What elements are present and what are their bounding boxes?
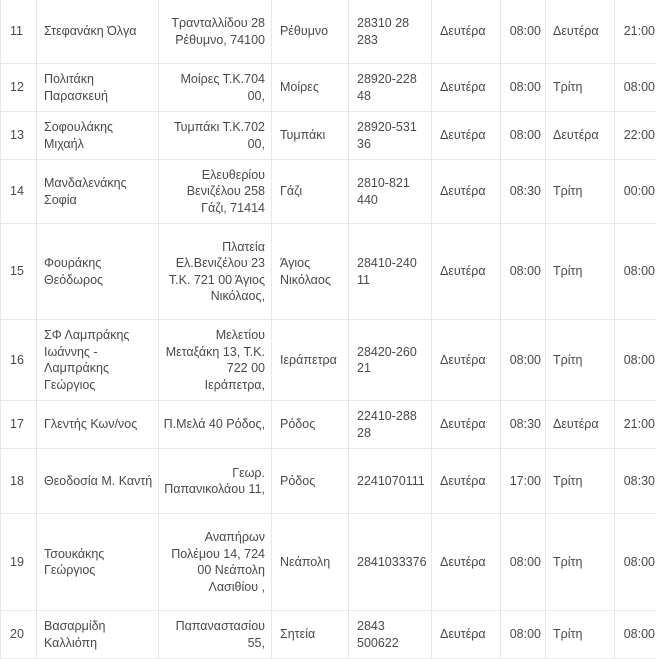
- table-row: [0, 224, 656, 320]
- cell-start-time: [501, 514, 546, 610]
- cell-start-day: [432, 401, 501, 448]
- cell-pharmacist-name: [37, 320, 159, 400]
- start-time-text: 08:00: [509, 264, 541, 279]
- pharmacist-name-text: Τσουκάκης Γεώργιος: [44, 546, 105, 577]
- cell-start-day: [432, 64, 501, 111]
- row-number-text: 15: [10, 264, 24, 279]
- cell-row-number: [0, 0, 37, 63]
- end-time-text: 22:00: [623, 128, 655, 143]
- address-text: Αναπήρων Πολέμου 14, 724 00 Νεάπολη Λασιθίου ,: [171, 530, 265, 594]
- cell-address: [159, 112, 272, 159]
- end-time-text: 08:30: [623, 473, 655, 488]
- cell-address: [159, 0, 272, 63]
- cell-start-time: [501, 449, 546, 513]
- cell-end-time: [615, 64, 656, 111]
- table-row: [0, 64, 656, 112]
- phone-number-text: 2241070111: [357, 473, 425, 488]
- cell-start-day: [432, 449, 501, 513]
- cell-pharmacist-name: [37, 0, 159, 63]
- phone-number-text: 2843 500622: [357, 619, 399, 650]
- end-day-text: Δευτέρα: [553, 24, 599, 39]
- start-day-text: Δευτέρα: [440, 264, 486, 279]
- cell-pharmacist-name: [37, 224, 159, 319]
- city-text: Ρόδος: [280, 473, 316, 488]
- cell-end-time: [615, 224, 656, 319]
- cell-phone-number: [349, 611, 432, 658]
- cell-row-number: [0, 514, 37, 610]
- cell-pharmacist-name: [37, 160, 159, 223]
- city-text: Ρέθυμνο: [280, 24, 329, 39]
- cell-row-number: [0, 160, 37, 223]
- cell-start-day: [432, 224, 501, 319]
- cell-city: [272, 449, 349, 513]
- start-time-text: 08:00: [509, 80, 541, 95]
- cell-phone-number: [349, 224, 432, 319]
- start-day-text: Δευτέρα: [440, 184, 486, 199]
- start-time-text: 08:00: [509, 554, 541, 569]
- end-day-text: Τρίτη: [553, 352, 583, 367]
- cell-city: [272, 514, 349, 610]
- pharmacist-name-text: Βασαρμίδη Καλλιόπη: [44, 619, 106, 650]
- phone-number-text: 2841033376: [357, 554, 427, 569]
- start-day-text: Δευτέρα: [440, 554, 486, 569]
- cell-end-day: [546, 0, 615, 63]
- phone-number-text: 28420-260 21: [357, 344, 417, 375]
- address-text: Π.Μελά 40 Ρόδος,: [163, 417, 265, 432]
- pharmacist-name-text: ΣΦ Λαμπράκης Ιωάννης - Λαμπράκης Γεώργιος: [44, 328, 130, 392]
- cell-start-day: [432, 160, 501, 223]
- cell-city: [272, 64, 349, 111]
- end-day-text: Δευτέρα: [553, 128, 599, 143]
- city-text: Άγιος Νικόλαος: [280, 256, 331, 287]
- table-row: [0, 449, 656, 514]
- cell-address: [159, 514, 272, 610]
- cell-address: [159, 224, 272, 319]
- cell-city: [272, 224, 349, 319]
- cell-end-day: [546, 514, 615, 610]
- city-text: Ιεράπετρα: [280, 352, 337, 367]
- row-number-text: 14: [10, 184, 24, 199]
- end-time-text: 21:00: [623, 24, 655, 39]
- city-text: Νεάπολη: [280, 554, 331, 569]
- cell-row-number: [0, 320, 37, 400]
- row-number-text: 18: [10, 473, 24, 488]
- cell-end-time: [615, 401, 656, 448]
- start-time-text: 08:00: [509, 352, 541, 367]
- cell-end-time: [615, 160, 656, 223]
- cell-end-day: [546, 224, 615, 319]
- start-time-text: 08:00: [509, 128, 541, 143]
- address-text: Μοίρες Τ.Κ.704 00,: [180, 72, 265, 103]
- start-day-text: Δευτέρα: [440, 80, 486, 95]
- cell-pharmacist-name: [37, 64, 159, 111]
- table-row: [0, 401, 656, 449]
- cell-start-time: [501, 112, 546, 159]
- end-day-text: Τρίτη: [553, 473, 583, 488]
- end-time-text: 08:00: [623, 352, 655, 367]
- phone-number-text: 28920-531 36: [357, 120, 417, 151]
- city-text: Ρόδος: [280, 417, 316, 432]
- cell-pharmacist-name: [37, 449, 159, 513]
- end-time-text: 08:00: [623, 264, 655, 279]
- cell-start-day: [432, 611, 501, 658]
- phone-number-text: 2810-821 440: [357, 176, 410, 207]
- cell-city: [272, 160, 349, 223]
- row-number-text: 12: [10, 80, 24, 95]
- cell-row-number: [0, 401, 37, 448]
- table-row: [0, 611, 656, 659]
- cell-row-number: [0, 449, 37, 513]
- pharmacist-name-text: Θεοδοσία Μ. Καντή: [44, 473, 153, 488]
- row-number-text: 13: [10, 128, 24, 143]
- cell-pharmacist-name: [37, 112, 159, 159]
- cell-start-time: [501, 160, 546, 223]
- cell-address: [159, 64, 272, 111]
- end-time-text: 08:00: [623, 80, 655, 95]
- cell-end-time: [615, 611, 656, 658]
- cell-end-day: [546, 160, 615, 223]
- phone-number-text: 28310 28 283: [357, 16, 410, 47]
- end-day-text: Δευτέρα: [553, 417, 599, 432]
- start-time-text: 08:00: [509, 24, 541, 39]
- pharmacist-name-text: Στεφανάκη Όλγα: [44, 24, 137, 39]
- cell-phone-number: [349, 514, 432, 610]
- start-time-text: 08:30: [509, 184, 541, 199]
- cell-end-day: [546, 449, 615, 513]
- cell-start-day: [432, 320, 501, 400]
- phone-number-text: 22410-288 28: [357, 409, 417, 440]
- end-time-text: 08:00: [623, 554, 655, 569]
- cell-city: [272, 0, 349, 63]
- cell-city: [272, 320, 349, 400]
- address-text: Τυμπάκι Τ.Κ.702 00,: [174, 120, 265, 151]
- end-time-text: 21:00: [623, 417, 655, 432]
- table-row: [0, 514, 656, 611]
- cell-phone-number: [349, 64, 432, 111]
- city-text: Σητεία: [280, 627, 316, 642]
- pharmacist-name-text: Σοφουλάκης Μιχαήλ: [44, 120, 114, 151]
- cell-end-day: [546, 401, 615, 448]
- start-time-text: 08:30: [509, 417, 541, 432]
- end-day-text: Τρίτη: [553, 264, 583, 279]
- start-day-text: Δευτέρα: [440, 24, 486, 39]
- cell-end-day: [546, 320, 615, 400]
- cell-start-day: [432, 112, 501, 159]
- cell-phone-number: [349, 0, 432, 63]
- cell-end-day: [546, 611, 615, 658]
- cell-end-time: [615, 449, 656, 513]
- cell-row-number: [0, 224, 37, 319]
- cell-start-day: [432, 0, 501, 63]
- start-day-text: Δευτέρα: [440, 128, 486, 143]
- cell-end-day: [546, 64, 615, 111]
- city-text: Γάζι: [280, 184, 303, 199]
- table-row: [0, 112, 656, 160]
- city-text: Τυμπάκι: [280, 128, 326, 143]
- cell-city: [272, 611, 349, 658]
- address-text: Παπαναστασίου 55,: [175, 619, 265, 650]
- pharmacist-name-text: Μανδαλενάκης Σοφία: [44, 176, 127, 207]
- cell-start-time: [501, 224, 546, 319]
- address-text: Πλατεία Ελ.Βενιζέλου 23 Τ.Κ. 721 00 Άγιος Νικόλαος,: [168, 239, 265, 303]
- cell-pharmacist-name: [37, 514, 159, 610]
- cell-address: [159, 611, 272, 658]
- end-day-text: Τρίτη: [553, 554, 583, 569]
- cell-end-time: [615, 0, 656, 63]
- address-text: Μελετίου Μεταξάκη 13, Τ.Κ. 722 00 Ιεράπετρα,: [165, 328, 265, 392]
- start-day-text: Δευτέρα: [440, 473, 486, 488]
- cell-start-time: [501, 320, 546, 400]
- cell-end-time: [615, 112, 656, 159]
- end-day-text: Τρίτη: [553, 80, 583, 95]
- table-row: [0, 320, 656, 401]
- cell-phone-number: [349, 160, 432, 223]
- start-time-text: 08:00: [509, 627, 541, 642]
- end-day-text: Τρίτη: [553, 184, 583, 199]
- cell-pharmacist-name: [37, 401, 159, 448]
- cell-row-number: [0, 611, 37, 658]
- address-text: Τρανταλλίδου 28 Ρέθυμνο, 74100: [171, 16, 265, 47]
- end-day-text: Τρίτη: [553, 627, 583, 642]
- cell-start-time: [501, 64, 546, 111]
- phone-number-text: 28920-228 48: [357, 72, 417, 103]
- table-row: [0, 0, 656, 64]
- cell-end-time: [615, 320, 656, 400]
- cell-phone-number: [349, 401, 432, 448]
- cell-address: [159, 401, 272, 448]
- cell-phone-number: [349, 320, 432, 400]
- pharmacist-name-text: Γλεντής Κων/νος: [44, 417, 138, 432]
- cell-start-time: [501, 611, 546, 658]
- cell-phone-number: [349, 449, 432, 513]
- row-number-text: 11: [10, 24, 23, 39]
- cell-start-time: [501, 401, 546, 448]
- cell-row-number: [0, 112, 37, 159]
- address-text: Ελευθερίου Βενιζέλου 258 Γάζι, 71414: [186, 167, 265, 215]
- start-time-text: 17:00: [509, 473, 541, 488]
- cell-address: [159, 449, 272, 513]
- row-number-text: 19: [10, 554, 24, 569]
- city-text: Μοίρες: [280, 80, 319, 95]
- start-day-text: Δευτέρα: [440, 352, 486, 367]
- cell-address: [159, 160, 272, 223]
- phone-number-text: 28410-240 11: [357, 256, 417, 287]
- end-time-text: 00:00: [623, 184, 655, 199]
- pharmacist-name-text: Φουράκης Θεόδωρος: [44, 256, 104, 287]
- cell-start-day: [432, 514, 501, 610]
- cell-city: [272, 401, 349, 448]
- end-time-text: 08:00: [623, 627, 655, 642]
- table-row: [0, 160, 656, 224]
- cell-row-number: [0, 64, 37, 111]
- row-number-text: 17: [10, 417, 24, 432]
- start-day-text: Δευτέρα: [440, 627, 486, 642]
- cell-phone-number: [349, 112, 432, 159]
- cell-end-time: [615, 514, 656, 610]
- cell-city: [272, 112, 349, 159]
- cell-start-time: [501, 0, 546, 63]
- row-number-text: 16: [10, 352, 24, 367]
- address-text: Γεωρ. Παπανικολάου 11,: [164, 465, 265, 496]
- cell-pharmacist-name: [37, 611, 159, 658]
- row-number-text: 20: [10, 627, 24, 642]
- cell-address: [159, 320, 272, 400]
- pharmacist-name-text: Πολιτάκη Παρασκευή: [44, 72, 108, 103]
- cell-end-day: [546, 112, 615, 159]
- start-day-text: Δευτέρα: [440, 417, 486, 432]
